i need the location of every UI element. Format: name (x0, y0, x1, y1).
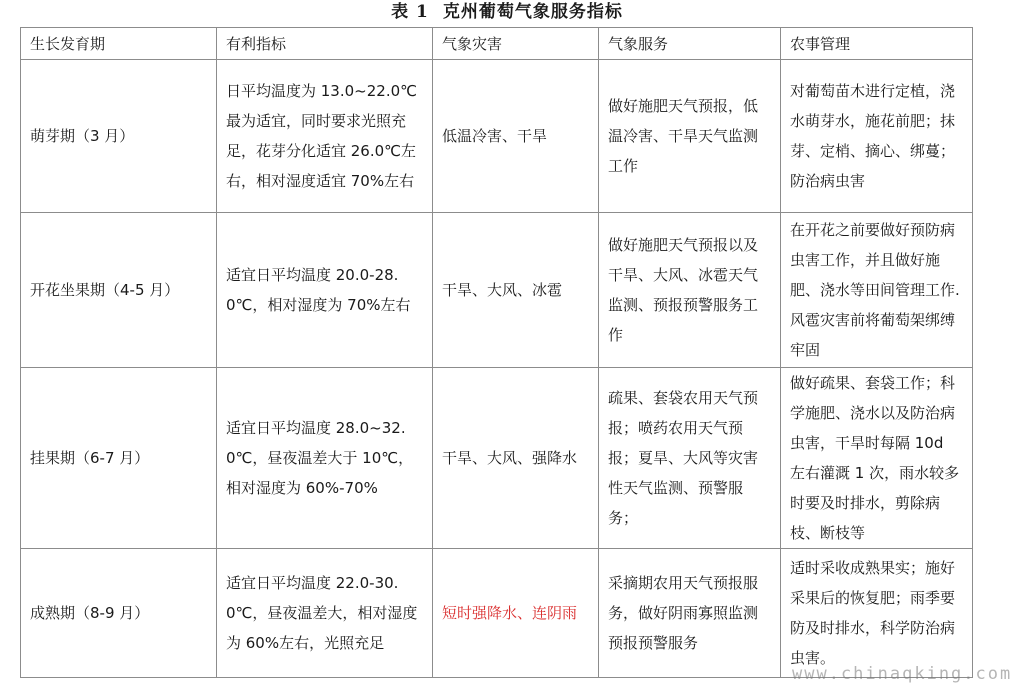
service-cell: 做好施肥天气预报，低温冷害、干旱天气监测工作 (599, 60, 781, 213)
table-caption (0, 0, 1014, 26)
table-row (21, 213, 973, 368)
hazard-cell: 干旱、大风、强降水 (433, 368, 599, 549)
farming-cell: 对葡萄苗木进行定植，浇水萌芽水，施花前肥；抹芽、定梢、摘心、绑蔓；防治病虫害 (781, 60, 973, 213)
service-cell: 做好施肥天气预报以及干旱、大风、冰雹天气监测、预报预警服务工作 (599, 213, 781, 368)
header-hazard: 气象灾害 (433, 28, 599, 60)
table-title: 克州葡萄气象服务指标 (442, 2, 623, 22)
weather-service-table (20, 27, 973, 678)
table-row (21, 549, 973, 678)
stage-cell: 成熟期（8-9 月） (21, 549, 217, 678)
header-row (21, 28, 973, 60)
favorable-cell: 适宜日平均温度 20.0-28.0℃，相对湿度为 70%左右 (217, 213, 433, 368)
service-cell: 疏果、套袋农用天气预报；喷药农用天气预报；夏旱、大风等灾害性天气监测、预警服务； (599, 368, 781, 549)
table-row (21, 368, 973, 549)
stage-cell: 开花坐果期（4-5 月） (21, 213, 217, 368)
farming-cell: 做好疏果、套袋工作；科学施肥、浇水以及防治病虫害，干旱时每隔 10d 左右灌溉 1 次，雨水较多时要及时排水，剪除病枝、断枝等 (781, 368, 973, 549)
table-row (21, 60, 973, 213)
stage-cell: 挂果期（6-7 月） (21, 368, 217, 549)
service-cell: 采摘期农用天气预报服务，做好阴雨寡照监测预报预警服务 (599, 549, 781, 678)
header-service: 气象服务 (599, 28, 781, 60)
header-farming: 农事管理 (781, 28, 973, 60)
hazard-cell: 干旱、大风、冰雹 (433, 213, 599, 368)
header-favorable: 有利指标 (217, 28, 433, 60)
farming-cell: 适时采收成熟果实；施好采果后的恢复肥；雨季要防及时排水，科学防治病虫害。 (781, 549, 973, 678)
favorable-cell: 日平均温度为 13.0~22.0℃最为适宜，同时要求光照充足，花芽分化适宜 26.0℃左右，相对湿度适宜 70%左右 (217, 60, 433, 213)
table-number: 表 1 (391, 2, 429, 22)
favorable-cell: 适宜日平均温度 22.0-30.0℃，昼夜温差大，相对湿度为 60%左右，光照充足 (217, 549, 433, 678)
site-watermark: www.chinaqking.com (792, 664, 1013, 684)
stage-cell: 萌芽期（3 月） (21, 60, 217, 213)
farming-cell: 在开花之前要做好预防病虫害工作，并且做好施肥、浇水等田间管理工作.风雹灾害前将葡萄架绑缚牢固 (781, 213, 973, 368)
header-stage: 生长发育期 (21, 28, 217, 60)
hazard-cell-highlighted: 短时强降水、连阴雨 (433, 549, 599, 678)
favorable-cell: 适宜日平均温度 28.0~32.0℃，昼夜温差大于 10℃，相对湿度为 60%-70% (217, 368, 433, 549)
hazard-cell: 低温冷害、干旱 (433, 60, 599, 213)
